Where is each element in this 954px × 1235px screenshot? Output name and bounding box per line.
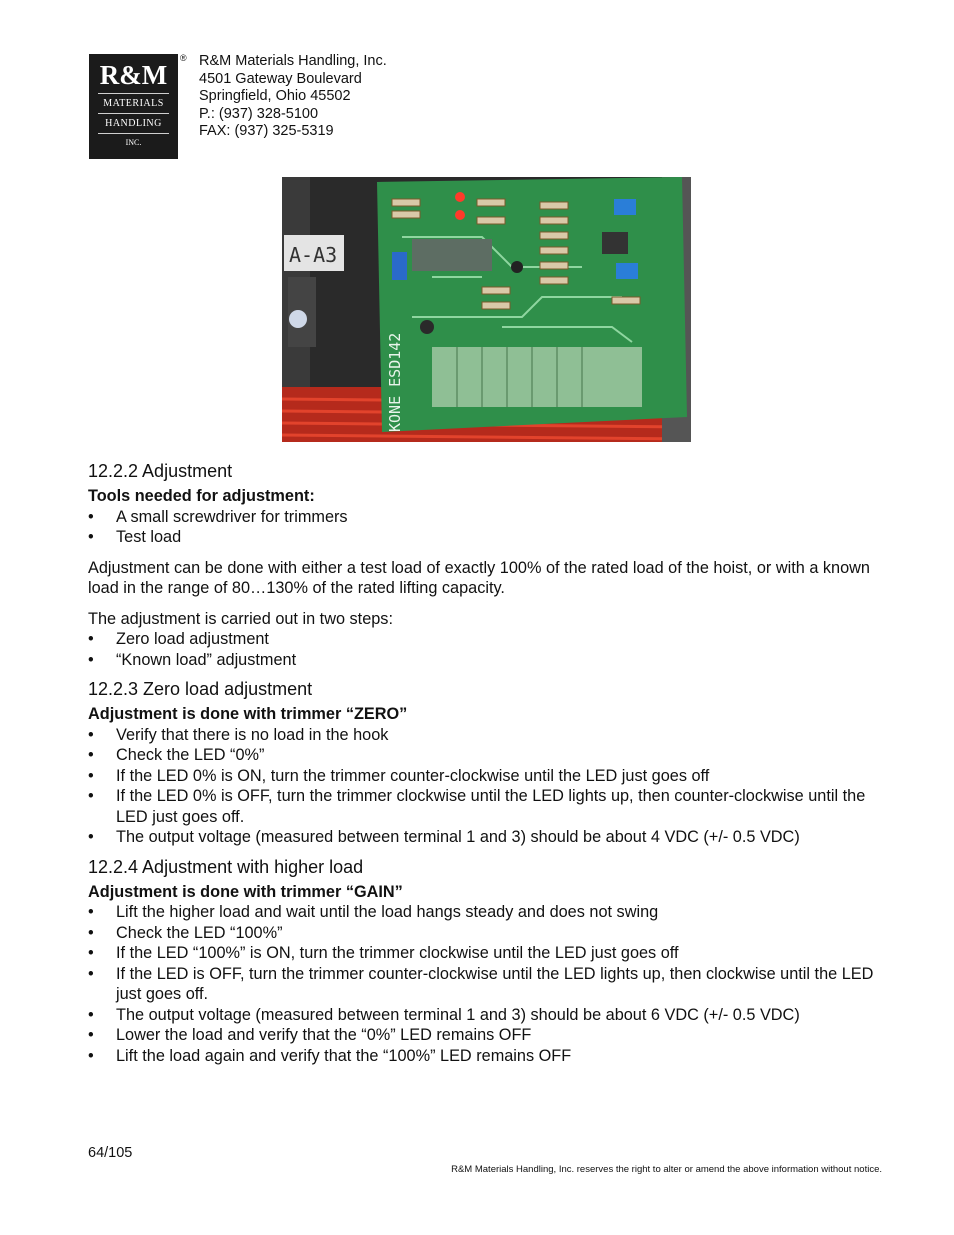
bullet: • (88, 1005, 94, 1024)
bullet: • (88, 507, 94, 526)
list-item: • If the LED 0% is ON, turn the trimmer counter-clockwise until the LED just goes off (88, 766, 710, 785)
bullet: • (88, 1026, 94, 1044)
list-item: • The output voltage (measured between terminal 1 and 3) should be about 6 VDC (+/- 0.5 VDC) (88, 1005, 800, 1024)
list-item: • Test load (88, 528, 182, 546)
bullet: • (88, 923, 94, 942)
list-item: • Lift the load again and verify that the “100%” LED remains OFF (88, 1046, 572, 1065)
heading-adjustment: 12.2.2 Adjustment (88, 461, 233, 481)
list-item: • “Known load” adjustment (88, 650, 297, 669)
document-body (88, 460, 888, 1066)
bullet: • (88, 903, 94, 921)
circuit-board-photo (282, 177, 691, 442)
logo-inc: INC. (125, 138, 142, 147)
steps-list (88, 629, 888, 670)
gain-trimmer-note: Adjustment is done with trimmer “GAIN” (88, 882, 403, 901)
list-item: • If the LED 0% is OFF, turn the trimmer clockwise until the LED lights up, then counter-clockwise until the LED just goes off. (88, 787, 866, 826)
street: 4501 Gateway Boulevard (199, 70, 362, 87)
bullet: • (88, 787, 94, 805)
logo-handling: HANDLING (105, 118, 162, 129)
zero-list (88, 725, 888, 848)
bullet: • (88, 650, 94, 669)
heading-zero-load: 12.2.3 Zero load adjustment (88, 679, 313, 699)
bullet: • (88, 528, 94, 546)
gain-list (88, 902, 888, 1066)
list-item: • If the LED “100%” is ON, turn the trimmer clockwise until the LED just goes off (88, 944, 679, 962)
list-item: • Lower the load and verify that the “0%” LED remains OFF (88, 1026, 532, 1044)
list-item: • If the LED is OFF, turn the trimmer counter-clockwise until the LED lights up, then clockwise until the LED just goes off. (88, 964, 874, 1003)
bullet: • (88, 766, 94, 785)
list-item: • A small screwdriver for trimmers (88, 507, 348, 526)
bullet: • (88, 746, 94, 764)
bullet: • (88, 944, 94, 962)
bullet: • (88, 964, 94, 983)
company-address (199, 53, 387, 141)
registered-mark: ® (180, 53, 187, 63)
zero-trimmer-note: Adjustment is done with trimmer “ZERO” (88, 705, 408, 723)
list-item: • Check the LED “100%” (88, 923, 283, 942)
logo-rm: R&M (99, 60, 168, 90)
fax: FAX: (937) 325-5319 (199, 123, 334, 140)
tools-list (88, 507, 888, 548)
photo-label-b: KONE ESD142 (386, 332, 404, 432)
bullet: • (88, 1046, 94, 1065)
company-name: R&M Materials Handling, Inc. (199, 53, 387, 69)
list-item: • Zero load adjustment (88, 630, 269, 648)
city: Springfield, Ohio 45502 (199, 88, 351, 105)
bullet: • (88, 828, 94, 846)
paragraph-steps: The adjustment is carried out in two steps: (88, 609, 393, 628)
logo-materials: MATERIALS (103, 98, 164, 109)
list-item: • Verify that there is no load in the hook (88, 725, 389, 744)
photo-label-a: A-A3 (289, 243, 338, 267)
list-item: • Check the LED “0%” (88, 746, 265, 764)
list-item: • Lift the higher load and wait until the load hangs steady and does not swing (88, 903, 659, 921)
tools-title: Tools needed for adjustment: (88, 487, 315, 505)
list-item: • The output voltage (measured between terminal 1 and 3) should be about 4 VDC (+/- 0.5 VDC) (88, 828, 800, 846)
heading-higher-load: 12.2.4 Adjustment with higher load (88, 856, 364, 877)
phone: P.: (937) 328-5100 (199, 105, 319, 122)
page-number: 64/105 (88, 1145, 133, 1161)
paragraph-intro: Adjustment can be done with either a test load of exactly 100% of the rated load of the hoist, or with a known load in the range of 80…130% of the rated lifting capacity. (88, 558, 870, 597)
bullet: • (88, 725, 94, 744)
footer-disclaimer: R&M Materials Handling, Inc. reserves the right to alter or amend the above information without notice. (451, 1164, 882, 1175)
bullet: • (88, 630, 94, 648)
company-logo (89, 54, 178, 159)
